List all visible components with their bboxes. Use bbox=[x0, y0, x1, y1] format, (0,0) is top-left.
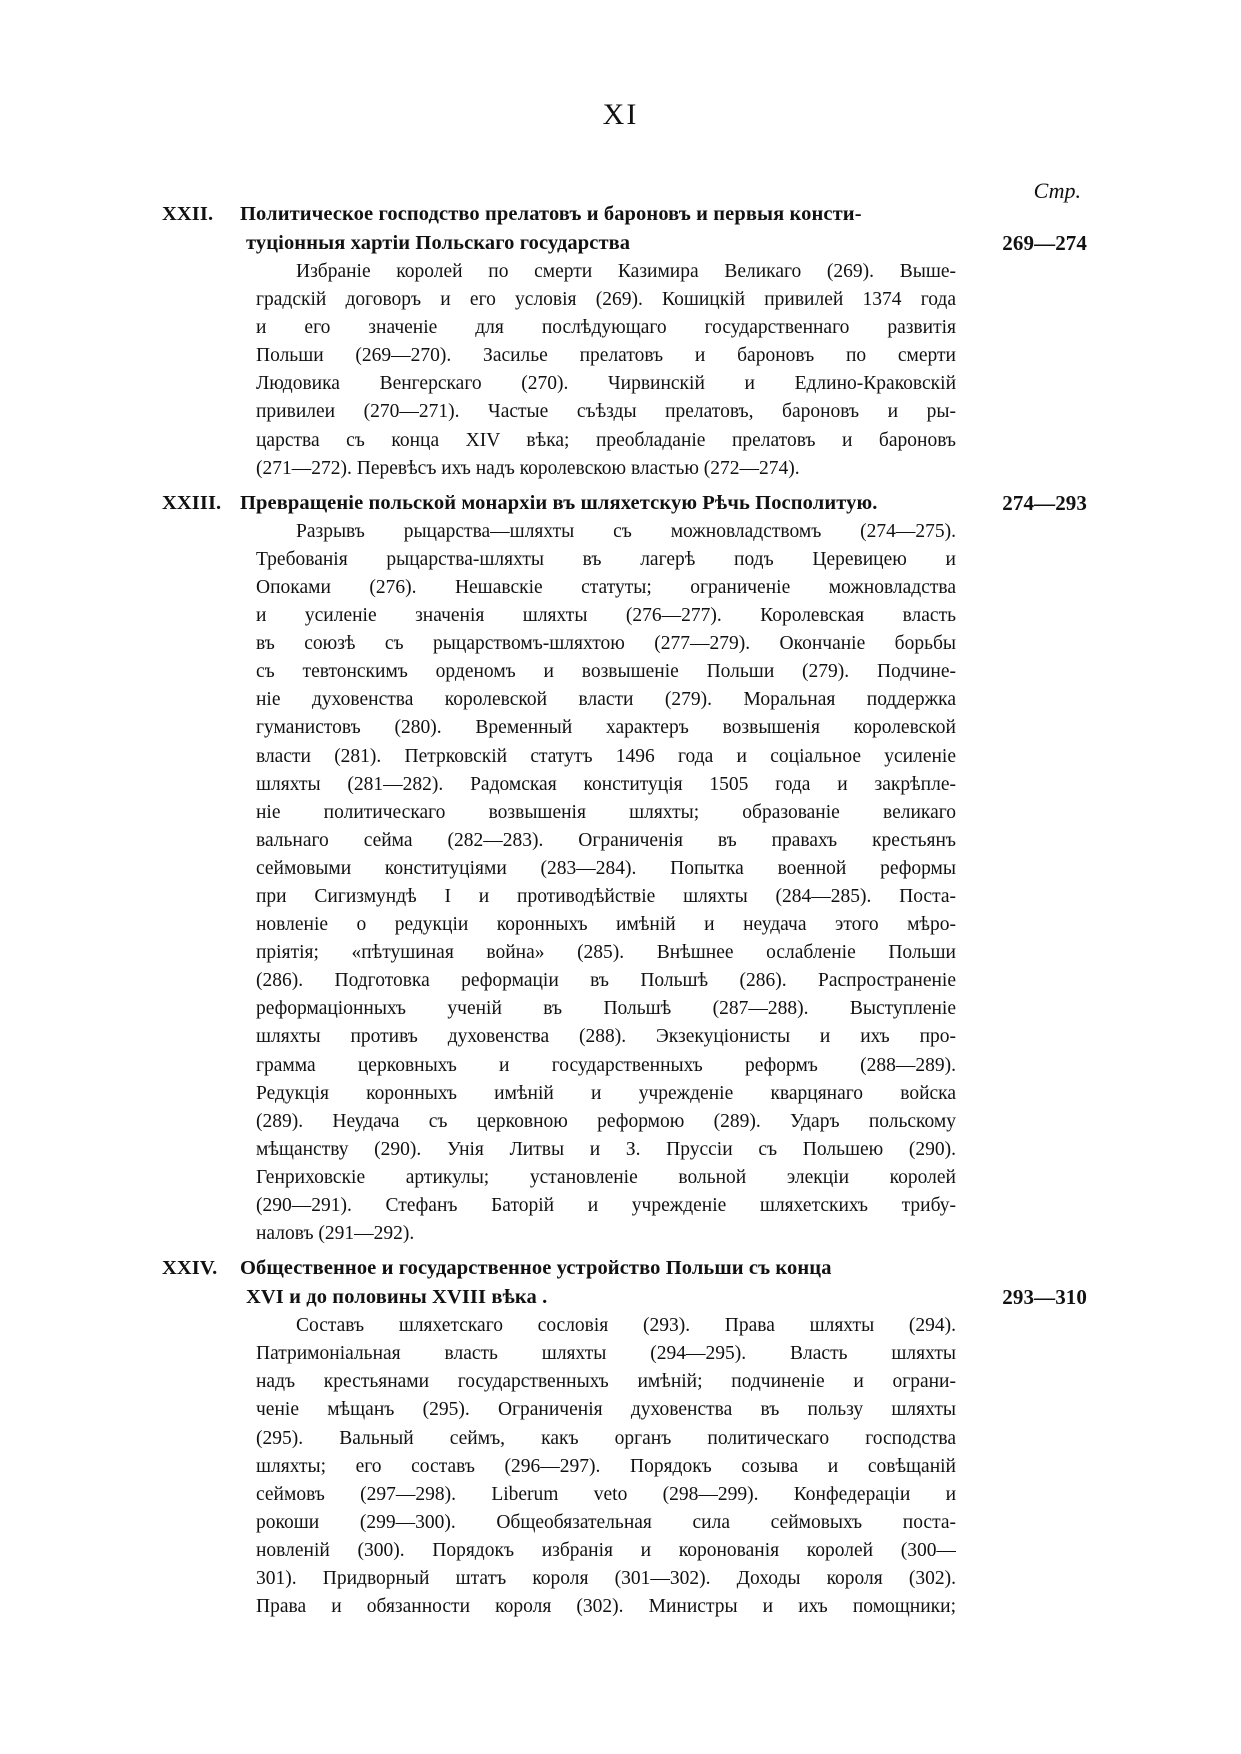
summary-line: въ союзѣ съ рыцарствомъ-шляхтою (277—279). Окончаніе борьбы bbox=[256, 633, 956, 655]
summary-line: новленіе о редукціи коронныхъ имѣній и неудача этого мѣро- bbox=[256, 914, 956, 936]
summary-line: шляхты (281—282). Радомская конституція 1505 года и закрѣпле- bbox=[256, 773, 956, 795]
entry-summary bbox=[256, 518, 956, 1248]
summary-line: реформаціонныхъ ученій въ Польшѣ (287—288). Выступленіе bbox=[256, 998, 956, 1020]
entry-page-range: 269—274 bbox=[1002, 231, 1087, 255]
summary-line: Людовика Венгерскаго (270). Чирвинскій и Едлино-Краковскій bbox=[256, 373, 956, 395]
summary-line: Разрывъ рыцарства—шляхты съ можновладствомъ (274—275). bbox=[296, 520, 956, 542]
summary-line: (295). Вальный сеймъ, какъ органъ политическаго господства bbox=[256, 1427, 956, 1449]
summary-line: градскій договоръ и его условія (269). Кошицкій привилей 1374 года bbox=[256, 289, 956, 311]
summary-line: при Сигизмундѣ I и противодѣйствіе шляхты (284—285). Поста- bbox=[256, 885, 956, 907]
summary-line: надъ крестьянами государственныхъ имѣній; подчиненіе и ограни- bbox=[256, 1371, 956, 1393]
summary-line: сеймовыми конституціями (283—284). Попытка военной реформы bbox=[256, 857, 956, 879]
summary-line: Редукція коронныхъ имѣній и учрежденіе кварцянаго войска bbox=[256, 1082, 956, 1104]
summary-line: (289). Неудача съ церковною реформою (289). Ударъ польскому bbox=[256, 1110, 956, 1132]
summary-line: 301). Придворный штатъ короля (301—302). Доходы короля (302). bbox=[256, 1568, 956, 1590]
summary-line: (290—291). Стефанъ Баторій и учрежденіе шляхетскихъ трибу- bbox=[256, 1195, 956, 1216]
summary-line: (286). Подготовка реформаціи въ Польшѣ (286). Распространеніе bbox=[256, 970, 956, 992]
pages-column-header: Стр. bbox=[1033, 178, 1081, 203]
summary-line: вальнаго сейма (282—283). Ограниченія въ правахъ крестьянъ bbox=[256, 829, 956, 851]
entry-number: XXIII. bbox=[162, 491, 222, 514]
toc-entry-xxii bbox=[162, 200, 1087, 483]
summary-line: наловъ (291—292). bbox=[256, 1223, 415, 1245]
entry-heading bbox=[162, 200, 1087, 258]
entry-page-range: 293—310 bbox=[1002, 1285, 1087, 1310]
summary-line: ченіе мѣщанъ (295). Ограниченія духовенства въ пользу шляхты bbox=[256, 1399, 956, 1421]
entry-page-range: 274—293 bbox=[1002, 490, 1087, 515]
summary-line: (271—272). Перевѣсъ ихъ надъ королевскою властью (272—274). bbox=[256, 457, 800, 479]
table-of-contents bbox=[162, 200, 1087, 1627]
entry-title-line: XXIII. Превращеніе польской монархіи въ шляхетскую Рѣчь Посполитую. bbox=[162, 489, 1087, 518]
summary-line: шляхты противъ духовенства (288). Экзекуціонисты и ихъ про- bbox=[256, 1026, 956, 1048]
summary-line: шляхты; его составъ (296—297). Порядокъ созыва и совѣщаній bbox=[256, 1455, 956, 1477]
summary-line: съ тевтонскимъ орденомъ и возвышеніе Польши (279). Подчине- bbox=[256, 661, 956, 683]
entry-number: XXII. bbox=[162, 203, 214, 225]
summary-line: новленій (300). Порядокъ избранія и коронованія королей (300— bbox=[256, 1539, 956, 1561]
summary-line: Польши (269—270). Засилье прелатовъ и бароновъ по смерти bbox=[256, 345, 956, 367]
summary-line: и его значеніе для послѣдующаго государственнаго развитія bbox=[256, 317, 956, 339]
summary-line: царства съ конца XIV вѣка; преобладаніе прелатовъ и бароновъ bbox=[256, 429, 956, 451]
summary-line: Опоками (276). Нешавскіе статуты; ограниченіе можновладства bbox=[256, 576, 956, 598]
summary-line: власти (281). Петрковскій статутъ 1496 года и соціальное усиленіе bbox=[256, 745, 956, 767]
entry-summary bbox=[256, 258, 956, 483]
page-number: XI bbox=[602, 98, 639, 131]
summary-line: и усиленіе значенія шляхты (276—277). Королевская власть bbox=[256, 605, 956, 627]
entry-summary bbox=[256, 1312, 956, 1621]
entry-title-line: XXIV. Общественное и государственное устройство Польши съ конца bbox=[162, 1254, 1087, 1283]
entry-heading bbox=[162, 1254, 1087, 1312]
summary-line: гуманистовъ (280). Временный характеръ возвышенія королевской bbox=[256, 717, 956, 739]
summary-line: Избраніе королей по смерти Казимира Великаго (269). Выше- bbox=[296, 261, 956, 282]
entry-title-line: XXII. Политическое господство прелатовъ и бароновъ и первыя консти- bbox=[162, 200, 1087, 229]
summary-line: Права и обязанности короля (302). Министры и ихъ помощники; bbox=[256, 1596, 956, 1618]
summary-line: Патримоніальная власть шляхты (294—295). Власть шляхты bbox=[256, 1343, 956, 1365]
entry-heading bbox=[162, 489, 1087, 518]
summary-line: мѣщанству (290). Унія Литвы и З. Пруссіи съ Польшею (290). bbox=[256, 1138, 956, 1160]
summary-line: пріятія; «пѣтушиная война» (285). Внѣшнее ослабленіе Польши bbox=[256, 942, 956, 964]
summary-line: сеймовъ (297—298). Liberum veto (298—299). Конфедераціи и bbox=[256, 1483, 956, 1505]
summary-line: рокоши (299—300). Общеобязательная сила сеймовыхъ поста- bbox=[256, 1511, 956, 1533]
toc-entry-xxiii bbox=[162, 489, 1087, 1248]
summary-line: грамма церковныхъ и государственныхъ реформъ (288—289). bbox=[256, 1054, 956, 1076]
summary-line: Генриховскіе артикулы; установленіе вольной элекціи королей bbox=[256, 1166, 956, 1188]
summary-line: Требованія рыцарства-шляхты въ лагерѣ подъ Церевицею и bbox=[256, 548, 956, 570]
entry-number: XXIV. bbox=[162, 1257, 218, 1280]
entry-title-line: XVI и до половины XVIII вѣка . bbox=[246, 1286, 548, 1309]
entry-title-line: туціонныя хартіи Польскаго государства bbox=[246, 232, 631, 254]
summary-line: привилеи (270—271). Частые съѣзды прелатовъ, бароновъ и ры- bbox=[256, 401, 956, 423]
summary-line: ніе политическаго возвышенія шляхты; образованіе великаго bbox=[256, 801, 956, 823]
toc-entry-xxiv bbox=[162, 1254, 1087, 1621]
summary-line: Составъ шляхетскаго сословія (293). Права шляхты (294). bbox=[296, 1315, 956, 1337]
summary-line: ніе духовенства королевской власти (279). Моральная поддержка bbox=[256, 689, 956, 711]
